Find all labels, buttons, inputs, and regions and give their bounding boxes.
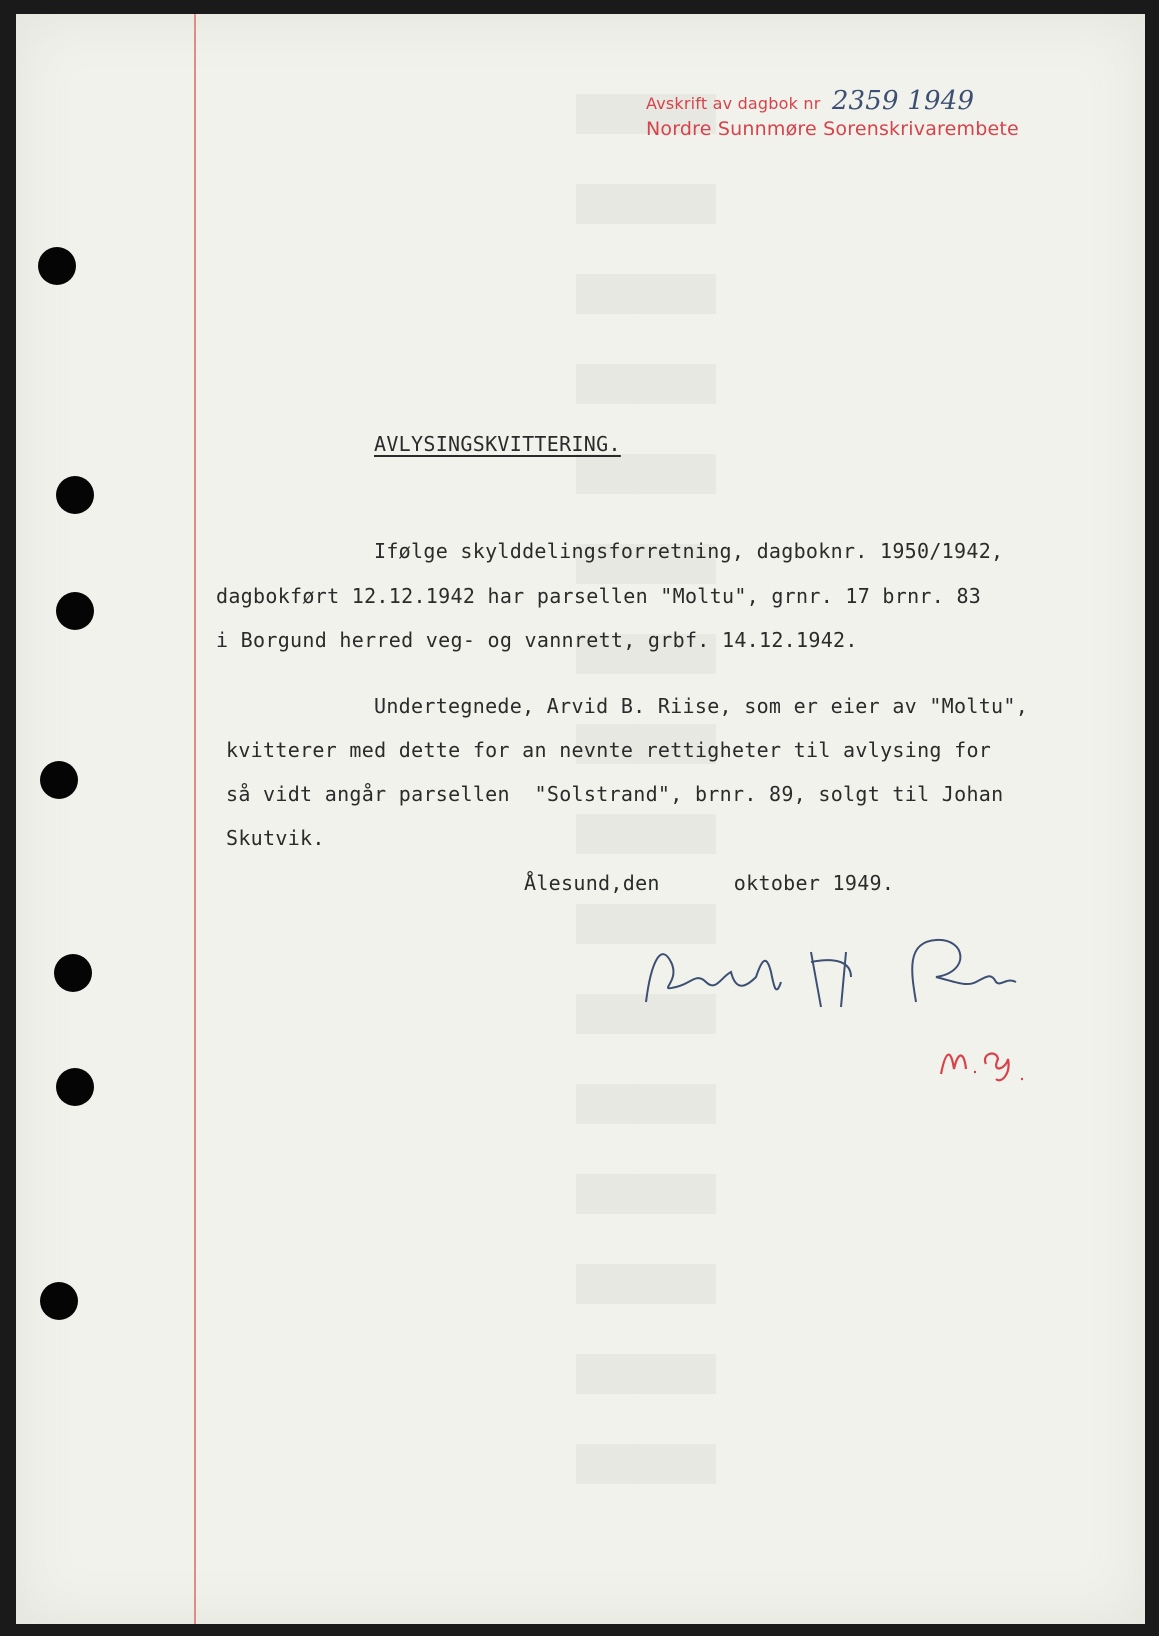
journal-stamp-line1: [646, 86, 974, 116]
document-heading: AVLYSINGSKVITTERING.: [374, 432, 621, 456]
punch-hole: [56, 476, 94, 514]
margin-line: [194, 14, 196, 1624]
paragraph2-line: kvitterer med dette for an nevnte rettigheter til avlysing for: [226, 738, 992, 762]
handwritten-signature: [636, 932, 1056, 1032]
journal-stamp-prefix: Avskrift av dagbok nr: [646, 94, 821, 113]
place-date: Ålesund,den oktober 1949.: [524, 871, 895, 895]
journal-number: 2359 1949: [831, 86, 975, 116]
court-office-stamp: Nordre Sunnmøre Sorenskrivarembete: [646, 118, 1019, 140]
punch-hole: [56, 1068, 94, 1106]
paragraph2-line: så vidt angår parsellen "Solstrand", brnr. 89, solgt til Johan: [226, 782, 1004, 806]
paragraph2-line: Skutvik.: [226, 826, 325, 850]
document-page: [16, 14, 1145, 1624]
red-initials: [936, 1039, 1046, 1084]
punch-hole: [40, 1282, 78, 1320]
paragraph1-line: Ifølge skylddelingsforretning, dagboknr. 1950/1942,: [374, 539, 1004, 563]
punch-hole: [56, 592, 94, 630]
paragraph2-line: Undertegnede, Arvid B. Riise, som er eier av "Moltu",: [374, 694, 1029, 718]
punch-hole: [38, 247, 76, 285]
punch-hole: [54, 954, 92, 992]
paragraph1-line: i Borgund herred veg- og vannrett, grbf. 14.12.1942.: [216, 628, 858, 652]
paragraph1-line: dagbokført 12.12.1942 har parsellen "Moltu", grnr. 17 brnr. 83: [216, 584, 982, 608]
punch-hole: [40, 761, 78, 799]
